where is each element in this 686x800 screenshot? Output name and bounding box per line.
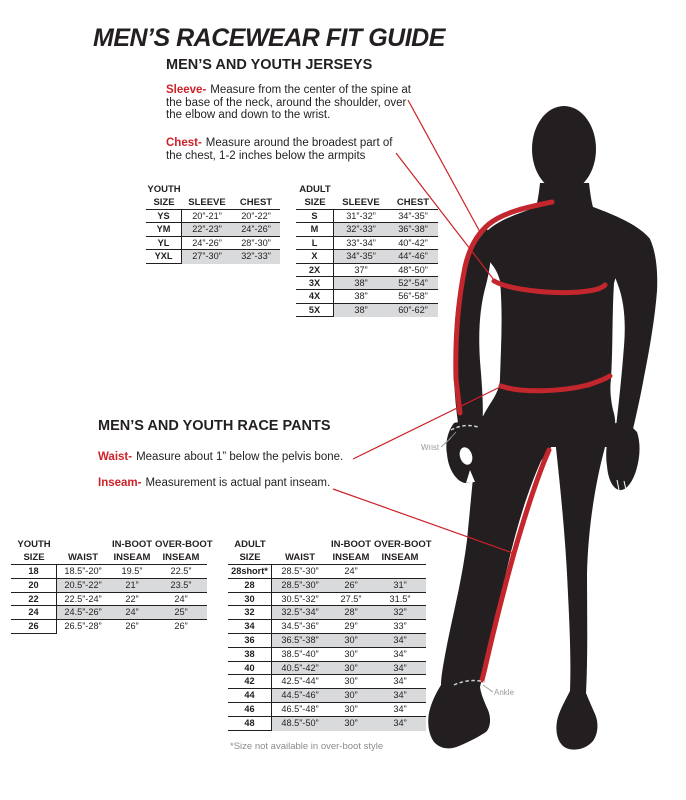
measurement-cell: 31” bbox=[374, 579, 426, 592]
table-row bbox=[296, 250, 438, 263]
table-row bbox=[146, 250, 280, 262]
table-row bbox=[146, 210, 280, 223]
table-row bbox=[11, 606, 207, 620]
measurement-cell: 24”-26” bbox=[192, 237, 222, 248]
table-row bbox=[11, 565, 207, 579]
measurement-cell: 22.5”-24” bbox=[64, 593, 102, 604]
measurement-cell: 22.5” bbox=[170, 566, 192, 576]
measurement-cell: 29” bbox=[344, 621, 358, 632]
size-cell: 3X bbox=[296, 277, 334, 289]
size-cell: 30 bbox=[228, 593, 272, 606]
sleeve-instruction bbox=[166, 84, 414, 122]
measurement-cell: 30” bbox=[344, 703, 358, 714]
measurement-cell: 28.5”-30” bbox=[281, 566, 319, 576]
measurement-cell: 25” bbox=[155, 606, 207, 619]
measurement-cell: 33”-34” bbox=[346, 237, 376, 248]
column-header: OVER-BOOT bbox=[155, 539, 213, 550]
measurement-cell: 34” bbox=[374, 634, 426, 647]
size-cell: S bbox=[296, 210, 334, 222]
size-footnote: *Size not available in over-boot style bbox=[230, 741, 384, 752]
measurement-cell: 20”-21” bbox=[192, 211, 222, 221]
measurement-cell: 30” bbox=[328, 689, 374, 702]
column-header bbox=[388, 183, 438, 196]
table-row bbox=[228, 593, 426, 607]
table-row bbox=[228, 689, 426, 703]
measurement-cell: 22” bbox=[125, 593, 139, 604]
chest-instruction-label: Chest- bbox=[166, 137, 202, 149]
measurement-cell: 30” bbox=[328, 662, 374, 675]
sleeve-instruction-label: Sleeve- bbox=[166, 84, 207, 96]
measurement-cell: 30” bbox=[328, 717, 374, 731]
measurement-cell: 60”-62” bbox=[388, 304, 438, 317]
size-cell: 36 bbox=[228, 634, 272, 647]
figure-left-leg bbox=[428, 416, 552, 748]
header-row bbox=[11, 551, 207, 564]
size-cell: YS bbox=[146, 210, 182, 222]
figure-right-hand bbox=[606, 422, 639, 490]
header-row bbox=[146, 196, 280, 209]
sleeve-instruction-text: Measure from the center of the spine at the base of the neck, around the shoulder, over the elbow and down to the wrist. bbox=[166, 84, 411, 122]
measurement-cell: 36.5”-38” bbox=[272, 634, 328, 647]
measurement-cell: 34”-35” bbox=[398, 211, 428, 221]
measurement-cell: 26” bbox=[328, 579, 374, 592]
size-cell: 40 bbox=[228, 662, 272, 675]
column-header: SLEEVE bbox=[342, 197, 380, 208]
measurement-cell: 44.5”-46” bbox=[272, 689, 328, 702]
table-row bbox=[296, 277, 438, 290]
measurement-cell: 18.5”-20” bbox=[64, 566, 102, 576]
size-cell: YXL bbox=[146, 250, 182, 263]
size-cell: 20 bbox=[11, 579, 57, 592]
measurement-cell: 30.5”-32” bbox=[281, 593, 319, 604]
measurement-cell: 44”-46” bbox=[388, 250, 438, 262]
column-header bbox=[334, 183, 388, 196]
measurement-cell: 23.5” bbox=[155, 579, 207, 592]
column-header bbox=[232, 183, 280, 196]
measurement-cell: 32.5”-34” bbox=[272, 606, 328, 619]
measurement-cell: 20.5”-22” bbox=[57, 579, 109, 592]
column-header: ADULT bbox=[299, 184, 331, 195]
waist-instruction bbox=[98, 451, 343, 464]
measurement-cell: 42.5”-44” bbox=[281, 676, 319, 687]
measurement-cell: 30” bbox=[344, 648, 358, 659]
column-header bbox=[182, 183, 232, 196]
measurement-cell: 38” bbox=[334, 277, 388, 289]
column-header: SIZE bbox=[304, 197, 326, 208]
measurement-cell: 56”-58” bbox=[398, 291, 428, 302]
column-header: WAIST bbox=[67, 552, 99, 563]
measurement-cell: 22”-23” bbox=[182, 223, 232, 235]
measurement-cell: 26.5”-28” bbox=[64, 621, 102, 632]
measurement-cell: 34” bbox=[374, 717, 426, 731]
size-cell: 5X bbox=[296, 304, 334, 317]
adult-jersey-size-table bbox=[296, 183, 438, 316]
column-header: CHEST bbox=[239, 197, 273, 208]
measurement-cell: 19.5” bbox=[121, 566, 143, 576]
table-row bbox=[146, 237, 280, 250]
header-row bbox=[228, 551, 426, 564]
measurement-cell: 34” bbox=[393, 703, 407, 714]
measurement-cell: 24” bbox=[109, 606, 155, 619]
table-row bbox=[228, 634, 426, 648]
figure-right-leg bbox=[556, 417, 611, 750]
size-cell: 42 bbox=[228, 675, 272, 688]
size-cell: YM bbox=[146, 223, 182, 235]
column-header bbox=[272, 538, 328, 551]
measurement-cell: 46.5”-48” bbox=[281, 703, 319, 714]
measurement-cell: 34” bbox=[393, 648, 407, 659]
column-header: CHEST bbox=[396, 197, 430, 208]
header-row bbox=[228, 538, 432, 551]
column-header: ADULT bbox=[234, 539, 266, 550]
column-header: YOUTH bbox=[17, 539, 51, 550]
table-row bbox=[11, 579, 207, 593]
measurement-cell: 24”-26” bbox=[232, 223, 280, 235]
table-row bbox=[228, 565, 426, 579]
column-header bbox=[57, 538, 109, 551]
table-row bbox=[296, 210, 438, 223]
table-row bbox=[296, 290, 438, 303]
size-cell: 2X bbox=[296, 264, 334, 276]
measurement-cell: 31”-32” bbox=[346, 211, 376, 221]
youth-jersey-size-table bbox=[146, 183, 280, 263]
table-row bbox=[228, 703, 426, 717]
size-cell: 48 bbox=[228, 717, 272, 731]
measurement-cell: 31.5” bbox=[389, 593, 411, 604]
wrist-label: Wrist bbox=[421, 443, 440, 452]
header-row bbox=[11, 538, 213, 551]
measurement-cell: 28”-30” bbox=[241, 237, 271, 248]
measurement-cell: 26” bbox=[125, 621, 139, 632]
column-header: IN-BOOT bbox=[330, 539, 372, 550]
inseam-instruction-text: Measurement is actual pant inseam. bbox=[145, 477, 331, 489]
column-header: INSEAM bbox=[113, 552, 151, 563]
inseam-instruction bbox=[98, 477, 330, 490]
measurement-cell: 24” bbox=[174, 593, 188, 604]
column-header: WAIST bbox=[284, 552, 316, 563]
size-cell: 28 bbox=[228, 579, 272, 592]
measurement-cell: 40.5”-42” bbox=[272, 662, 328, 675]
measurement-cell: 34” bbox=[374, 662, 426, 675]
measurement-cell: 32”-33” bbox=[232, 250, 280, 263]
size-cell: YL bbox=[146, 237, 182, 249]
table-row bbox=[228, 606, 426, 620]
measurement-cell: 34” bbox=[393, 676, 407, 687]
table-row bbox=[296, 223, 438, 236]
measurement-cell bbox=[374, 565, 426, 578]
column-header: INSEAM bbox=[162, 552, 200, 563]
measurement-cell: 38” bbox=[354, 291, 368, 302]
column-header: YOUTH bbox=[147, 184, 181, 195]
table-row bbox=[296, 304, 438, 316]
chest-instruction-text: Measure around the broadest part of the chest, 1-2 inches below the armpits bbox=[166, 137, 393, 162]
inseam-instruction-label: Inseam- bbox=[98, 477, 142, 489]
measurement-cell: 38.5”-40” bbox=[281, 648, 319, 659]
measurement-cell: 52”-54” bbox=[388, 277, 438, 289]
measurement-cell: 48”-50” bbox=[398, 264, 428, 275]
column-header: INSEAM bbox=[381, 552, 419, 563]
size-cell: 38 bbox=[228, 648, 272, 661]
measurement-cell: 32”-33” bbox=[334, 223, 388, 235]
measurement-cell: 30” bbox=[344, 676, 358, 687]
chest-instruction bbox=[166, 137, 406, 162]
size-cell: 24 bbox=[11, 606, 57, 619]
measurement-cell: 24.5”-26” bbox=[57, 606, 109, 619]
table-row bbox=[228, 620, 426, 634]
measurement-cell: 28” bbox=[328, 606, 374, 619]
measurement-cell: 32” bbox=[374, 606, 426, 619]
measurement-cell: 24” bbox=[344, 566, 358, 576]
ankle-label: Ankle bbox=[494, 688, 515, 697]
table-row bbox=[11, 593, 207, 607]
size-cell: X bbox=[296, 250, 334, 262]
table-row bbox=[296, 237, 438, 250]
waist-instruction-text: Measure about 1” below the pelvis bone. bbox=[136, 451, 344, 463]
measurement-cell: 26” bbox=[174, 621, 188, 632]
size-cell: 44 bbox=[228, 689, 272, 702]
size-cell: M bbox=[296, 223, 334, 235]
measurement-cell: 27”-30” bbox=[182, 250, 232, 263]
measurement-cell: 20”-22” bbox=[241, 211, 271, 221]
size-cell: 4X bbox=[296, 290, 334, 302]
table-row bbox=[228, 662, 426, 676]
size-cell: 28short* bbox=[228, 565, 272, 578]
measurement-cell: 37” bbox=[354, 264, 368, 275]
measurement-cell: 27.5” bbox=[340, 593, 362, 604]
header-row bbox=[296, 196, 438, 209]
column-header: IN-BOOT bbox=[111, 539, 153, 550]
page-title: MEN’S RACEWEAR FIT GUIDE bbox=[93, 24, 445, 52]
size-cell: 26 bbox=[11, 620, 57, 634]
header-row bbox=[146, 183, 280, 196]
measurement-cell: 34” bbox=[374, 689, 426, 702]
table-row bbox=[228, 579, 426, 593]
measurement-cell: 36”-38” bbox=[388, 223, 438, 235]
measurement-cell: 38” bbox=[334, 304, 388, 317]
table-row bbox=[228, 675, 426, 689]
measurement-cell: 28.5”-30” bbox=[272, 579, 328, 592]
measurement-cell: 30” bbox=[328, 634, 374, 647]
adult-pants-size-table bbox=[228, 538, 432, 730]
size-cell: L bbox=[296, 237, 334, 249]
jerseys-section-title: MEN’S AND YOUTH JERSEYS bbox=[166, 57, 373, 73]
table-row bbox=[146, 223, 280, 236]
size-cell: 32 bbox=[228, 606, 272, 619]
size-cell: 18 bbox=[11, 565, 57, 578]
column-header: SIZE bbox=[153, 197, 175, 208]
ankle-pointer-line bbox=[483, 685, 493, 692]
table-row bbox=[228, 648, 426, 662]
column-header: INSEAM bbox=[332, 552, 370, 563]
size-cell: 34 bbox=[228, 620, 272, 633]
column-header: SLEEVE bbox=[188, 197, 226, 208]
column-header: SIZE bbox=[239, 552, 261, 563]
column-header: OVER-BOOT bbox=[374, 539, 432, 550]
pants-section-title: MEN’S AND YOUTH RACE PANTS bbox=[98, 418, 331, 434]
header-row bbox=[296, 183, 438, 196]
column-header: SIZE bbox=[23, 552, 45, 563]
measurement-cell: 34.5”-36” bbox=[281, 621, 319, 632]
size-cell: 22 bbox=[11, 593, 57, 606]
measurement-cell: 48.5”-50” bbox=[272, 717, 328, 731]
youth-pants-size-table bbox=[11, 538, 213, 633]
measurement-cell: 21” bbox=[109, 579, 155, 592]
waist-instruction-label: Waist- bbox=[98, 451, 133, 463]
figure-head bbox=[532, 106, 596, 192]
measurement-cell: 34”-35” bbox=[334, 250, 388, 262]
table-row bbox=[228, 717, 426, 730]
measurement-cell: 40”-42” bbox=[398, 237, 428, 248]
size-cell: 46 bbox=[228, 703, 272, 716]
table-row bbox=[11, 620, 207, 633]
table-row bbox=[296, 264, 438, 277]
measurement-cell: 33” bbox=[393, 621, 407, 632]
